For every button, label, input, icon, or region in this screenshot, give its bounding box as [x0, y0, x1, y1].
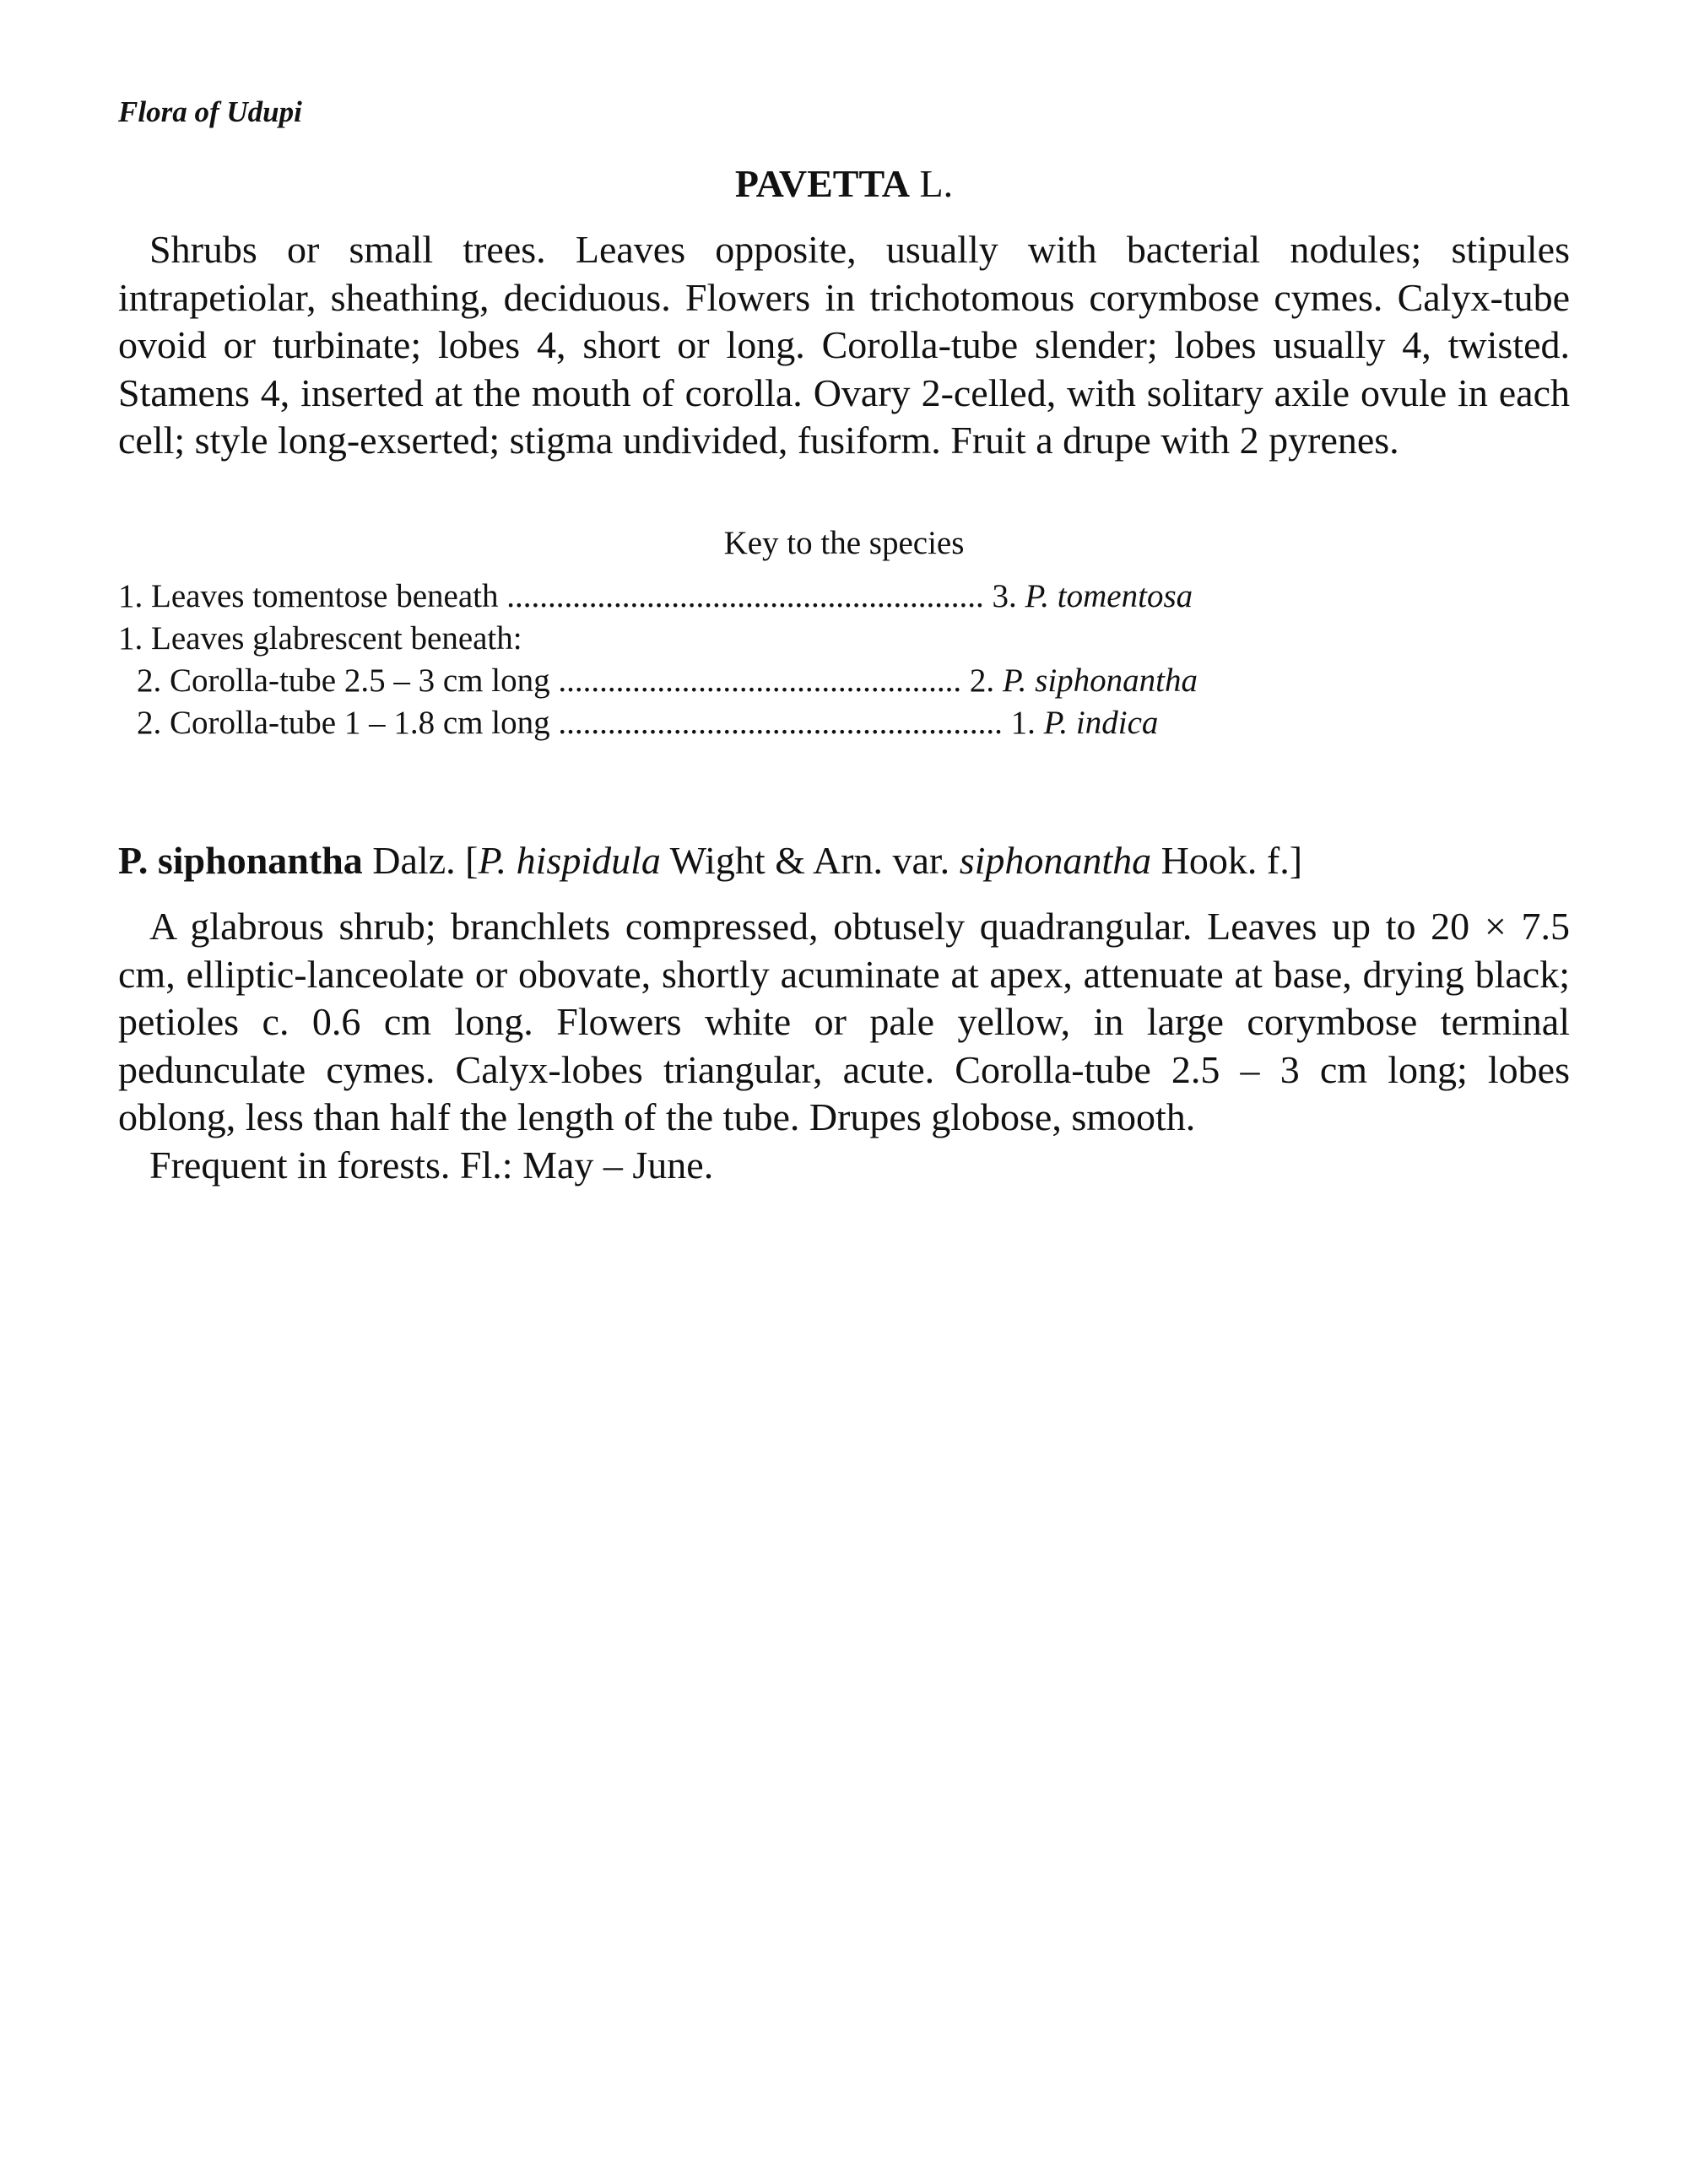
- synonym-bracket: [: [465, 839, 479, 882]
- key-lead: 1. Leaves glabrescent beneath:: [118, 620, 522, 657]
- key-line: [118, 619, 522, 659]
- key-result-number: 2.: [969, 662, 995, 699]
- key-result-taxon: P. indica: [1043, 705, 1159, 741]
- key-result-taxon: P. tomentosa: [1025, 578, 1193, 614]
- species-description: A glabrous shrub; branchlets compressed, obtusely quadrangular. Leaves up to 20 × 7.5 cm, elliptic-lanceolate or obovate, shortly acuminate at apex, attenuate at base, drying black; petioles c. 0.6 cm long. Flowers white or pale yellow, in large corymbose terminal pedunculate cymes. Calyx-lobes triangular, acute. Corolla-tube 2.5 – 3 cm long; lobes oblong, less than half the length of the tube. Drupes globose, smooth.: [118, 905, 1570, 1138]
- synonym-variety-author: Hook. f.]: [1160, 839, 1303, 882]
- synonym-variety: siphonantha: [959, 839, 1152, 882]
- key-lead: 2. Corolla-tube 2.5 – 3 cm long .................................................: [137, 662, 962, 699]
- key-lead: 2. Corolla-tube 1 – 1.8 cm long ......................................................: [137, 705, 1003, 741]
- key-result-number: 3.: [992, 578, 1017, 614]
- species-author: Dalz.: [372, 839, 456, 882]
- running-head: Flora of Udupi: [118, 95, 302, 128]
- key-result-taxon: P. siphonantha: [1002, 662, 1198, 699]
- key-result-number: 1.: [1010, 705, 1036, 741]
- key-line: [118, 576, 1193, 617]
- genus-name: PAVETTA: [734, 162, 910, 205]
- genus-description: Shrubs or small trees. Leaves opposite, usually with bacterial nodules; stipules intrapetiolar, sheathing, deciduous. Flowers in trichotomous corymbose cymes. Calyx-tube ovoid or turbinate; lobes 4, short or long. Corolla-tube slender; lobes usually 4, twisted. Stamens 4, inserted at the mouth of corolla. Ovary 2-celled, with solitary axile ovule in each cell; style long-exserted; stigma undivided, fusiform. Fruit a drupe with 2 pyrenes.: [118, 228, 1570, 462]
- species-name: P. siphonantha: [118, 839, 363, 882]
- synonym-author: Wight & Arn. var.: [669, 839, 950, 882]
- species-heading: [118, 837, 1302, 884]
- key-line: [137, 703, 1158, 743]
- genus-title: [118, 160, 1570, 208]
- synonym-name: P. hispidula: [478, 839, 661, 882]
- key-line: [137, 661, 1198, 701]
- key-heading: Key to the species: [723, 525, 965, 561]
- key-lead: 1. Leaves tomentose beneath ..........................................................: [118, 578, 984, 614]
- species-habitat-note: Frequent in forests. Fl.: May – June.: [149, 1143, 714, 1187]
- genus-author: L.: [919, 162, 954, 205]
